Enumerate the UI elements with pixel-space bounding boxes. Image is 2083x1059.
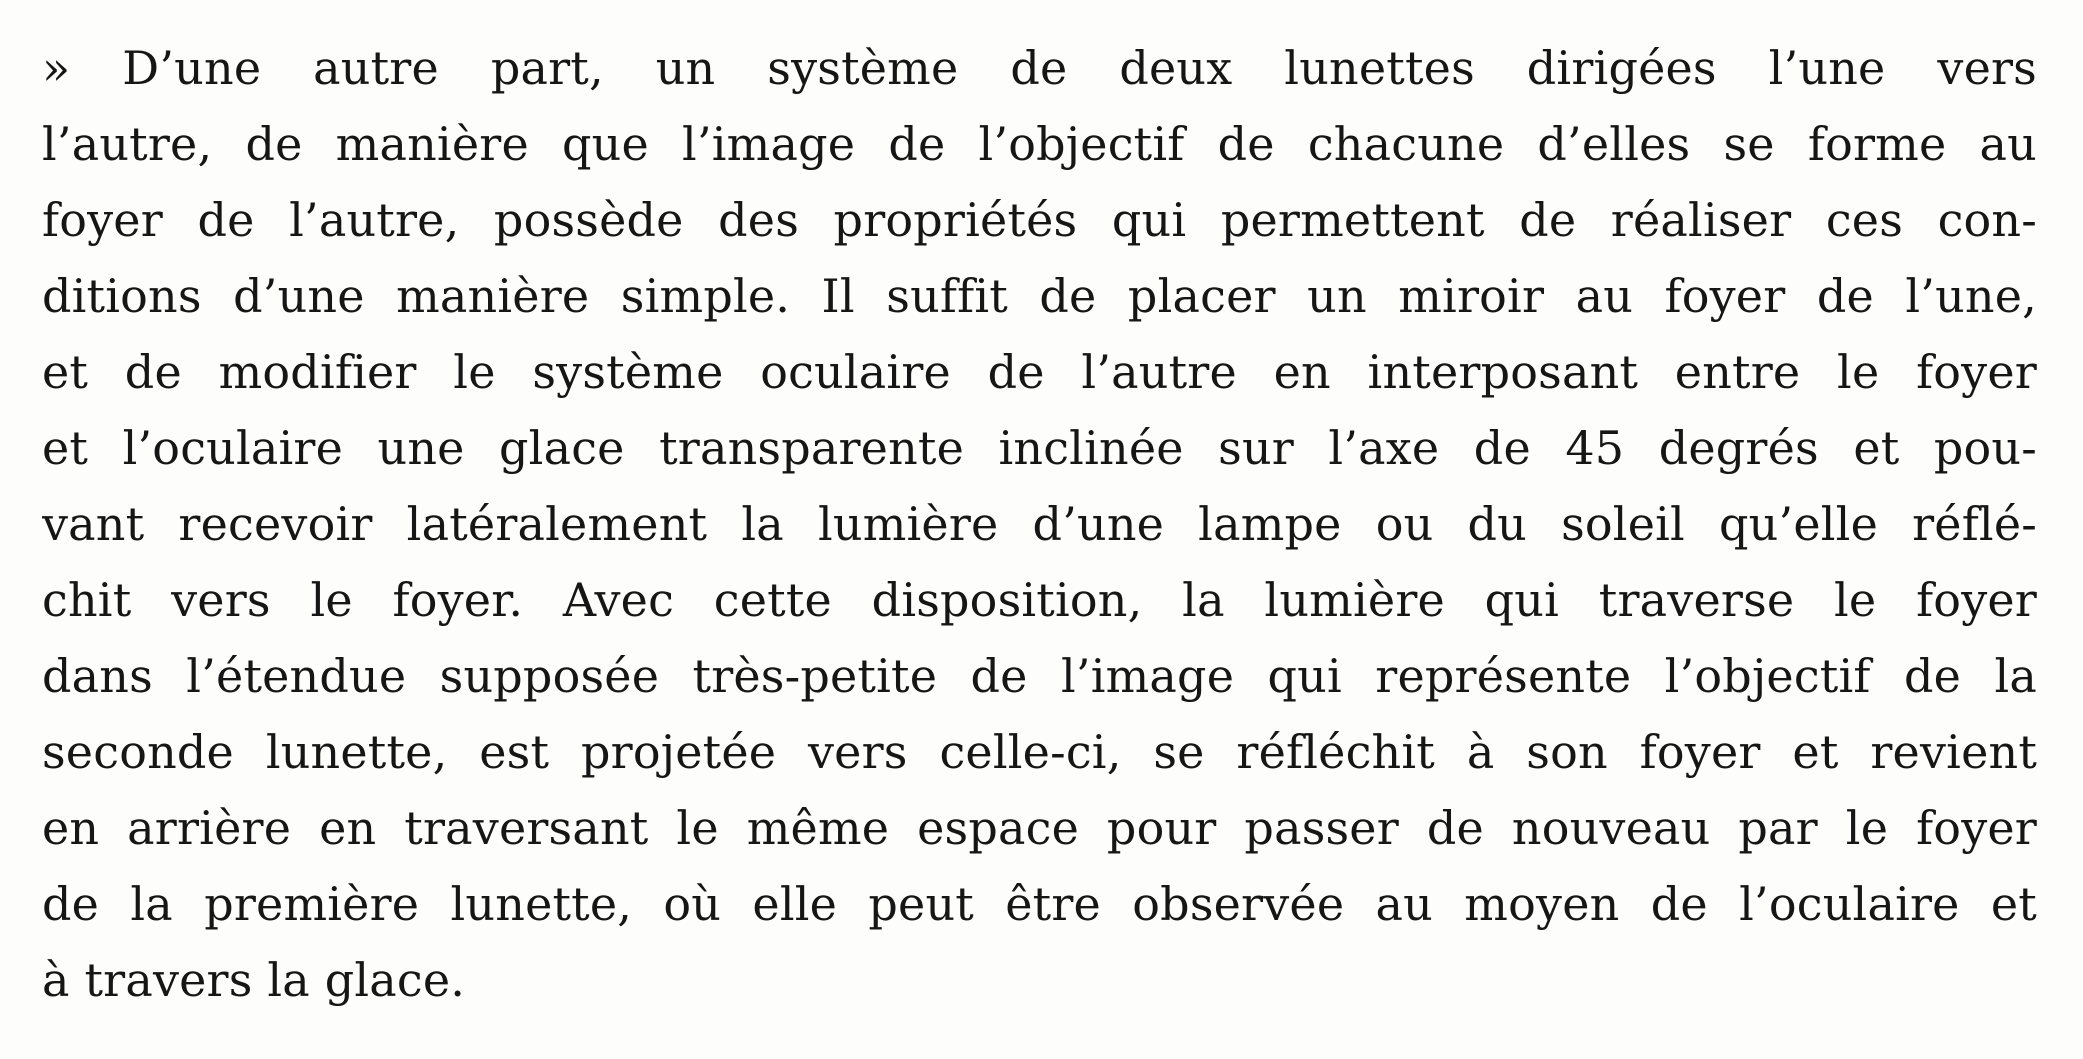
text-line-10: seconde lunette, est projetée vers celle-ci, se réfléchit à son foyer et revient (42, 725, 2037, 779)
text-line-6: et l’oculaire une glace transparente inclinée sur l’axe de 45 degrés et pou- (42, 421, 2037, 475)
text-line-11: en arrière en traversant le même espace pour passer de nouveau par le foyer (42, 801, 2037, 855)
text-line-3: foyer de l’autre, possède des propriétés qui permettent de réaliser ces con- (42, 193, 2037, 247)
text-line-2: l’autre, de manière que l’image de l’objectif de chacune d’elles se forme au (42, 117, 2037, 171)
text-line-4: ditions d’une manière simple. Il suffit de placer un miroir au foyer de l’une, (42, 269, 2037, 323)
text-line-13: à travers la glace. (42, 953, 466, 1007)
text-line-7: vant recevoir latéralement la lumière d’une lampe ou du soleil qu’elle réflé- (42, 497, 2037, 551)
text-line-1: » D’une autre part, un système de deux lunettes dirigées l’une vers (42, 41, 2037, 95)
text-line-12: de la première lunette, où elle peut être observée au moyen de l’oculaire et (42, 877, 2037, 931)
text-line-5: et de modifier le système oculaire de l’autre en interposant entre le foyer (42, 345, 2037, 399)
text-line-8: chit vers le foyer. Avec cette disposition, la lumière qui traverse le foyer (42, 573, 2037, 627)
text-line-9: dans l’étendue supposée très-petite de l’image qui représente l’objectif de la (42, 649, 2037, 703)
paragraph (42, 30, 2037, 1018)
